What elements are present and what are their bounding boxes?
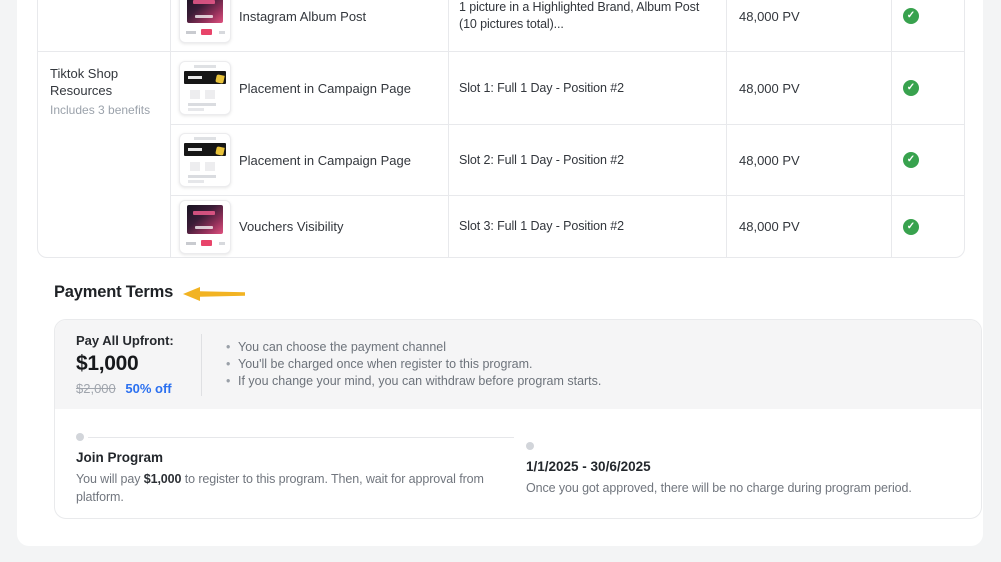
timeline-milestone-period bbox=[526, 442, 960, 506]
pv-value: 48,000 PV bbox=[727, 125, 892, 195]
milestone-title: 1/1/2025 - 30/6/2025 bbox=[526, 459, 651, 474]
benefit-name: Instagram Album Post bbox=[239, 8, 367, 24]
voucher-image bbox=[187, 205, 223, 234]
price-original: $2,000 bbox=[76, 381, 116, 396]
content-card bbox=[17, 0, 983, 546]
campaign-banner-image bbox=[184, 143, 226, 156]
timeline-dot-icon bbox=[76, 433, 84, 441]
table-row bbox=[171, 125, 964, 196]
timeline-dot-icon bbox=[526, 442, 534, 450]
milestone-description: You will pay $1,000 to register to this program. Then, wait for approval from platform. bbox=[76, 472, 484, 505]
milestone-title: Join Program bbox=[76, 450, 164, 465]
pv-value: 48,000 PV bbox=[727, 0, 892, 51]
section-heading: Payment Terms bbox=[54, 283, 174, 301]
benefit-description: Slot 2: Full 1 Day - Position #2 bbox=[449, 125, 727, 195]
payment-bullet: • If you change your mind, you can withdraw before program starts. bbox=[226, 373, 601, 390]
table-row bbox=[171, 196, 964, 257]
category-subtitle: Includes 3 benefits bbox=[50, 102, 151, 117]
pricing-header bbox=[55, 320, 981, 409]
benefit-thumbnail bbox=[179, 200, 231, 254]
payment-terms-card bbox=[54, 319, 982, 519]
table-row-group bbox=[38, 52, 964, 257]
payment-bullet: • You can choose the payment channel bbox=[226, 339, 601, 356]
payment-timeline bbox=[55, 409, 981, 506]
benefit-description: 1 picture in a Highlighted Brand, Album Post (10 pictures total)... bbox=[449, 0, 727, 51]
included-check-icon: ✓ bbox=[903, 152, 919, 168]
payment-bullet-list bbox=[202, 339, 601, 390]
table-row bbox=[171, 52, 964, 125]
benefit-thumbnail bbox=[179, 133, 231, 187]
category-title: Tiktok Shop Resources bbox=[50, 66, 119, 98]
payment-bullet: • You'll be charged once when register to this program. bbox=[226, 356, 601, 373]
category-cell-spacer bbox=[38, 0, 171, 51]
pointer-arrow-icon bbox=[183, 287, 245, 301]
benefit-name: Vouchers Visibility bbox=[239, 219, 344, 234]
benefit-cell bbox=[171, 196, 449, 257]
included-check-icon: ✓ bbox=[903, 8, 919, 24]
benefit-cell bbox=[171, 0, 449, 51]
benefit-description: Slot 1: Full 1 Day - Position #2 bbox=[449, 52, 727, 124]
included-check-icon: ✓ bbox=[903, 219, 919, 235]
table-row bbox=[38, 0, 964, 52]
status-cell bbox=[892, 125, 964, 195]
timeline-milestone-join bbox=[76, 433, 526, 506]
status-cell bbox=[892, 0, 964, 51]
pv-value: 48,000 PV bbox=[727, 52, 892, 124]
price-current: $1,000 bbox=[76, 352, 139, 375]
discount-badge: 50% off bbox=[125, 381, 172, 396]
benefit-name: Placement in Campaign Page bbox=[239, 152, 411, 168]
benefit-cell bbox=[171, 52, 449, 124]
benefit-description: Slot 3: Full 1 Day - Position #2 bbox=[449, 196, 727, 257]
benefit-cell bbox=[171, 125, 449, 195]
benefit-thumbnail bbox=[179, 0, 231, 43]
milestone-description: Once you got approved, there will be no charge during program period. bbox=[526, 481, 912, 495]
included-check-icon: ✓ bbox=[903, 80, 919, 96]
benefit-name: Placement in Campaign Page bbox=[239, 80, 411, 96]
category-cell bbox=[38, 52, 171, 257]
pv-value: 48,000 PV bbox=[727, 196, 892, 257]
benefits-table bbox=[37, 0, 965, 258]
voucher-image bbox=[187, 0, 223, 23]
status-cell bbox=[892, 196, 964, 257]
pricing-label: Pay All Upfront: bbox=[76, 333, 174, 348]
campaign-banner-image bbox=[184, 71, 226, 84]
payment-terms-header bbox=[54, 283, 245, 302]
benefit-thumbnail bbox=[179, 61, 231, 115]
timeline-connector-line bbox=[88, 437, 514, 438]
status-cell bbox=[892, 52, 964, 124]
